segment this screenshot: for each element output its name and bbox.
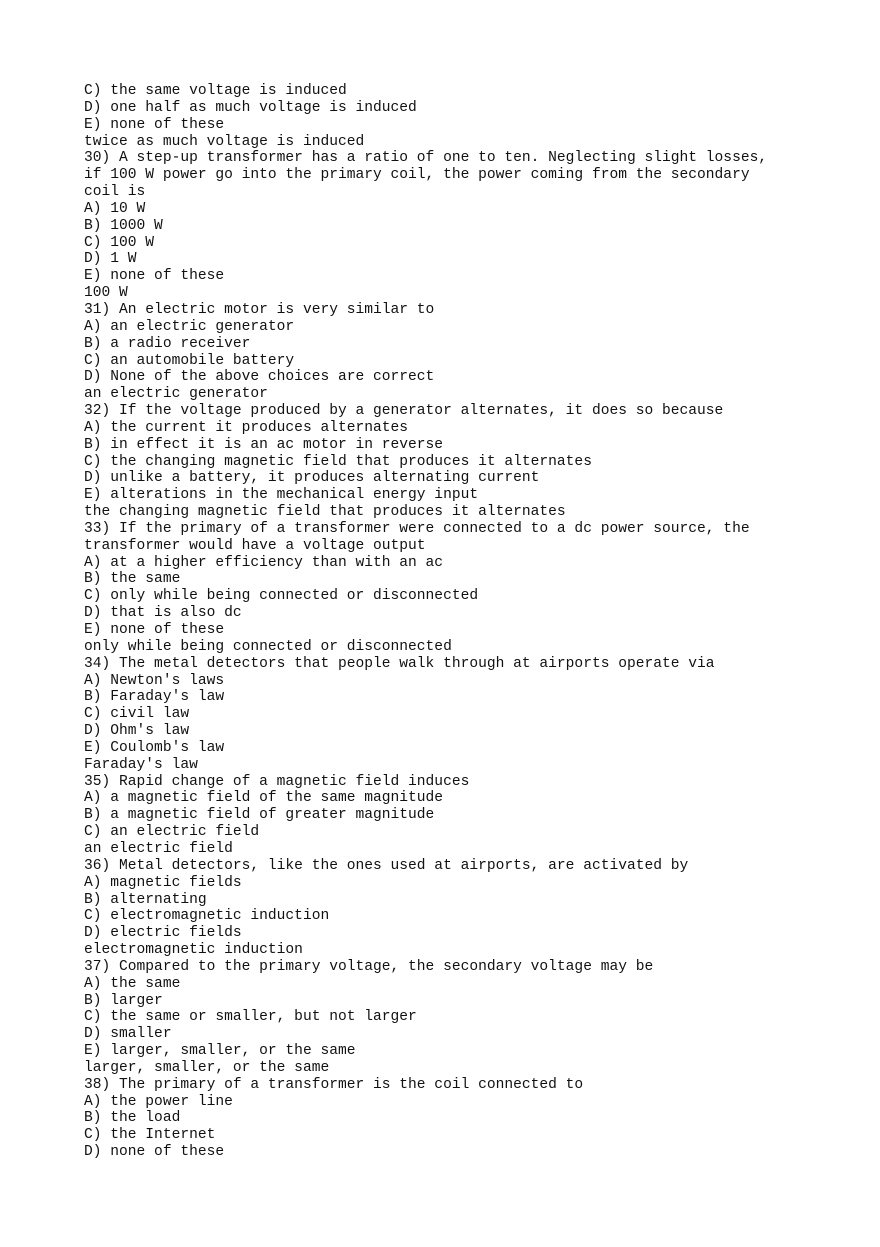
- text-line: C) the same voltage is induced: [84, 83, 347, 99]
- text-line: A) the power line: [84, 1093, 233, 1110]
- text-line: B) the load: [84, 1110, 181, 1127]
- text-line: Faraday's law: [84, 756, 198, 773]
- text-line: only while being connected or disconnected: [84, 638, 452, 655]
- text-line: A) the same: [84, 975, 181, 992]
- text-line: C) only while being connected or disconnected: [84, 588, 479, 605]
- text-line: E) none of these: [84, 116, 225, 133]
- text-line: 36) Metal detectors, like the ones used at airports, are activated by: [84, 857, 689, 874]
- text-line: A) a magnetic field of the same magnitude: [84, 790, 444, 807]
- text-line: D) none of these: [84, 1144, 225, 1161]
- text-line: A) 10 W: [84, 200, 146, 217]
- text-line: D) one half as much voltage is induced: [84, 99, 417, 116]
- text-line: 100 W: [84, 285, 128, 302]
- text-line: twice as much voltage is induced: [84, 133, 365, 150]
- text-line: an electric generator: [84, 386, 268, 403]
- text-line: 33) If the primary of a transformer were connected to a dc power source, the: [84, 520, 750, 537]
- text-line: A) at a higher efficiency than with an ac: [84, 554, 444, 571]
- text-line: B) alternating: [84, 891, 207, 908]
- text-line: 32) If the voltage produced by a generator alternates, it does so because: [84, 403, 724, 420]
- text-line: C) civil law: [84, 706, 190, 723]
- text-line: B) a magnetic field of greater magnitude: [84, 807, 435, 824]
- text-line: C) 100 W: [84, 234, 155, 251]
- text-line: 31) An electric motor is very similar to: [84, 301, 435, 318]
- text-line: E) alterations in the mechanical energy input: [84, 487, 479, 504]
- text-line: 38) The primary of a transformer is the coil connected to: [84, 1076, 584, 1093]
- text-line: B) 1000 W: [84, 217, 163, 234]
- text-line: C) an automobile battery: [84, 352, 295, 369]
- text-line: B) a radio receiver: [84, 335, 251, 352]
- text-line: larger, smaller, or the same: [84, 1059, 330, 1076]
- text-line: E) larger, smaller, or the same: [84, 1043, 356, 1060]
- text-line: E) none of these: [84, 622, 225, 638]
- text-line: A) magnetic fields: [84, 874, 242, 891]
- text-line: C) electromagnetic induction: [84, 908, 330, 925]
- text-line: 37) Compared to the primary voltage, the secondary voltage may be: [84, 958, 654, 975]
- text-line: 34) The metal detectors that people walk through at airports operate via: [84, 655, 715, 672]
- text-line: C) the Internet: [84, 1127, 216, 1144]
- text-line: A) Newton's laws: [84, 672, 225, 689]
- text-line: C) an electric field: [84, 824, 260, 841]
- text-line: B) larger: [84, 992, 163, 1009]
- text-line: the changing magnetic field that produces it alternates: [84, 504, 566, 521]
- text-line: 30) A step-up transformer has a ratio of one to ten. Neglecting slight losses,: [84, 150, 768, 167]
- text-line: A) an electric generator: [84, 318, 295, 335]
- text-line: D) 1 W: [84, 251, 137, 268]
- text-line: E) Coulomb's law: [84, 739, 225, 756]
- text-line: D) unlike a battery, it produces alternating current: [84, 470, 540, 487]
- text-line: D) electric fields: [84, 925, 242, 942]
- text-line: A) the current it produces alternates: [84, 419, 409, 436]
- text-line: D) that is also dc: [84, 605, 242, 622]
- text-line: B) in effect it is an ac motor in reverse: [84, 436, 444, 453]
- text-line: B) the same: [84, 571, 181, 588]
- text-line: D) smaller: [84, 1026, 172, 1043]
- text-line: D) None of the above choices are correct: [84, 369, 435, 386]
- text-line: transformer would have a voltage output: [84, 537, 426, 554]
- text-line: C) the same or smaller, but not larger: [84, 1009, 417, 1026]
- text-line: D) Ohm's law: [84, 723, 190, 740]
- document-page: [84, 83, 864, 1161]
- text-line: B) Faraday's law: [84, 689, 225, 706]
- text-line: C) the changing magnetic field that produces it alternates: [84, 453, 592, 470]
- text-line: electromagnetic induction: [84, 942, 303, 959]
- text-line: coil is: [84, 184, 146, 201]
- text-line: if 100 W power go into the primary coil, the power coming from the secondary: [84, 167, 750, 184]
- text-line: E) none of these: [84, 268, 225, 285]
- text-line: 35) Rapid change of a magnetic field induces: [84, 773, 470, 790]
- text-line: an electric field: [84, 840, 233, 857]
